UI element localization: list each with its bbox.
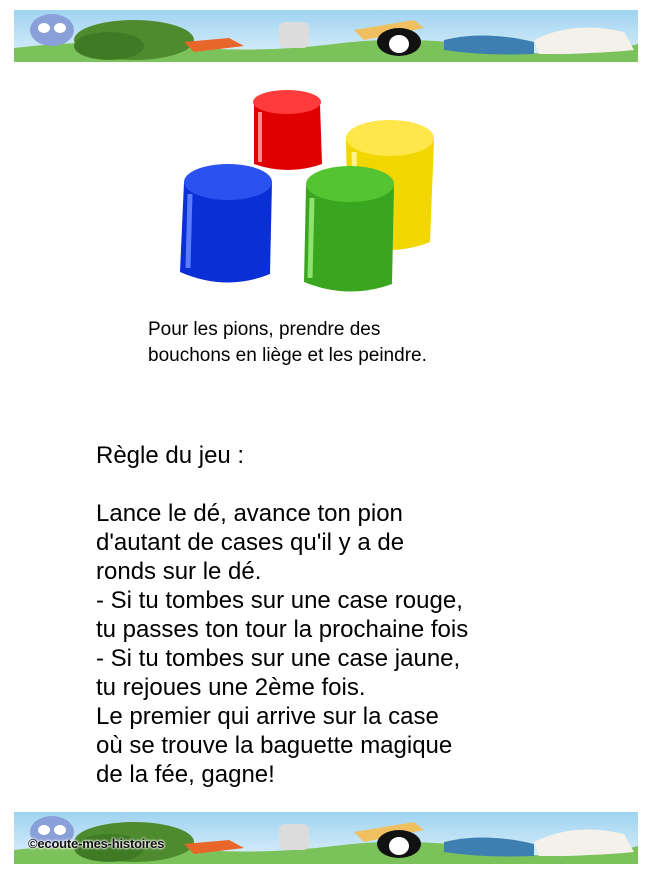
goat-icon xyxy=(279,22,309,48)
pawns-illustration xyxy=(168,82,458,302)
rules-line: où se trouve la baguette magique xyxy=(96,732,453,759)
rules-line: d'autant de cases qu'il y a de xyxy=(96,529,405,556)
rules-line: - Si tu tombes sur une case rouge, xyxy=(96,587,463,614)
rules-line: tu passes ton tour la prochaine fois xyxy=(96,616,469,643)
rules-title: Règle du jeu : xyxy=(96,442,245,469)
rules-line: Le premier qui arrive sur la case xyxy=(96,703,439,730)
rules-line: de la fée, gagne! xyxy=(96,761,275,788)
red-pawn xyxy=(253,90,322,170)
header-banner xyxy=(14,10,638,62)
caption-line: bouchons en liège et les peindre. xyxy=(148,345,427,366)
donkey-icon xyxy=(30,14,74,46)
rules-line: Lance le dé, avance ton pion xyxy=(96,500,403,527)
rules-line: tu rejoues une 2ème fois. xyxy=(96,674,366,701)
goat-icon xyxy=(279,824,309,850)
blue-pawn xyxy=(180,164,272,283)
rules-line: - Si tu tombes sur une case jaune, xyxy=(96,645,461,672)
banner-illustration xyxy=(14,10,638,62)
rules-line: ronds sur le dé. xyxy=(96,558,262,585)
green-pawn xyxy=(304,166,394,292)
game-rules xyxy=(96,441,596,789)
caption-line: Pour les pions, prendre des xyxy=(148,319,381,340)
copyright-text: ©ecoute-mes-histoires xyxy=(28,836,165,851)
pawns-caption xyxy=(148,317,568,369)
footer-banner xyxy=(14,812,638,864)
